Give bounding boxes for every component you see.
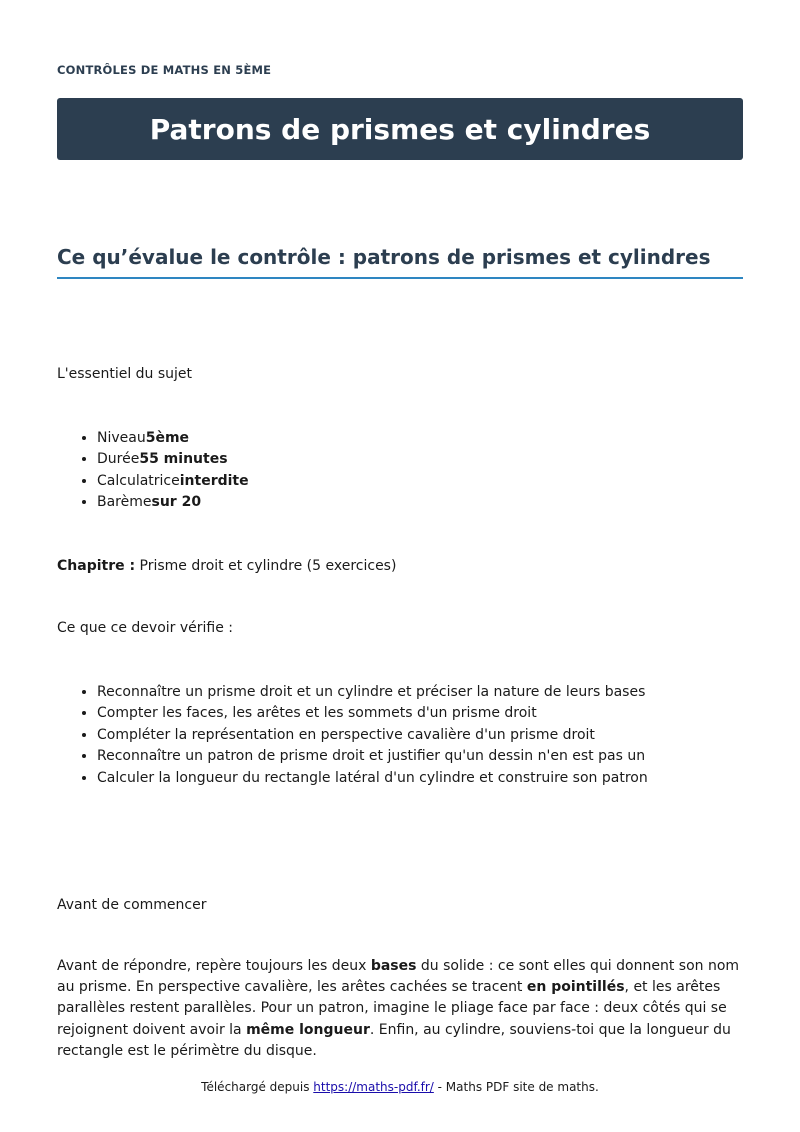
advice-heading: Avant de commencer xyxy=(57,897,207,913)
chapter-value: Prisme droit et cylindre (5 exercices) xyxy=(139,558,397,574)
footer-link[interactable]: https://maths-pdf.fr/ xyxy=(313,1080,434,1094)
list-item: • Compter les faces, les arêtes et les sommets d'un prisme droit xyxy=(97,703,648,724)
list-item: • Barèmesur 20 xyxy=(97,492,249,513)
list-item: • Calculer la longueur du rectangle latéral d'un cylindre et construire son patron xyxy=(97,768,648,789)
page-title: Patrons de prismes et cylindres xyxy=(149,112,651,146)
checks-list xyxy=(57,682,648,789)
essentials-heading: L'essentiel du sujet xyxy=(57,366,193,382)
chapter-label: Chapitre : xyxy=(57,558,136,574)
list-item: • Calculatriceinterdite xyxy=(97,471,249,492)
page-footer: Téléchargé depuis https://maths-pdf.fr/ - Maths PDF site de maths. xyxy=(201,1080,599,1094)
checks-heading: Ce que ce devoir vérifie : xyxy=(57,620,234,636)
list-item: • Compléter la représentation en perspective cavalière d'un prisme droit xyxy=(97,725,648,746)
list-item: • Reconnaître un patron de prisme droit et justifier qu'un dessin n'en est pas un xyxy=(97,746,648,767)
title-banner xyxy=(57,98,743,160)
page-kicker: CONTRÔLES DE MATHS EN 5ÈME xyxy=(57,63,272,77)
advice-paragraph: Avant de répondre, repère toujours les deux bases du solide : ce sont elles qui donnent son nom au prisme. En perspective cavalière, les arêtes cachées se tracent en pointillés, et les arêtes parallèles restent parallèles. Pour un patron, imagine le pliage face par face : deux côtés qui se rejoignent doivent avoir la même longueur. Enfin, au cylindre, souviens-toi que la longueur du rectangle est le périmètre du disque. xyxy=(57,958,740,1059)
section-title: Ce qu’évalue le contrôle : patrons de prismes et cylindres xyxy=(57,245,743,279)
list-item: • Durée55 minutes xyxy=(97,449,249,470)
chapter-line xyxy=(57,558,396,574)
list-item: • Niveau5ème xyxy=(97,428,249,449)
list-item: • Reconnaître un prisme droit et un cylindre et préciser la nature de leurs bases xyxy=(97,682,648,703)
essentials-list xyxy=(57,428,249,514)
